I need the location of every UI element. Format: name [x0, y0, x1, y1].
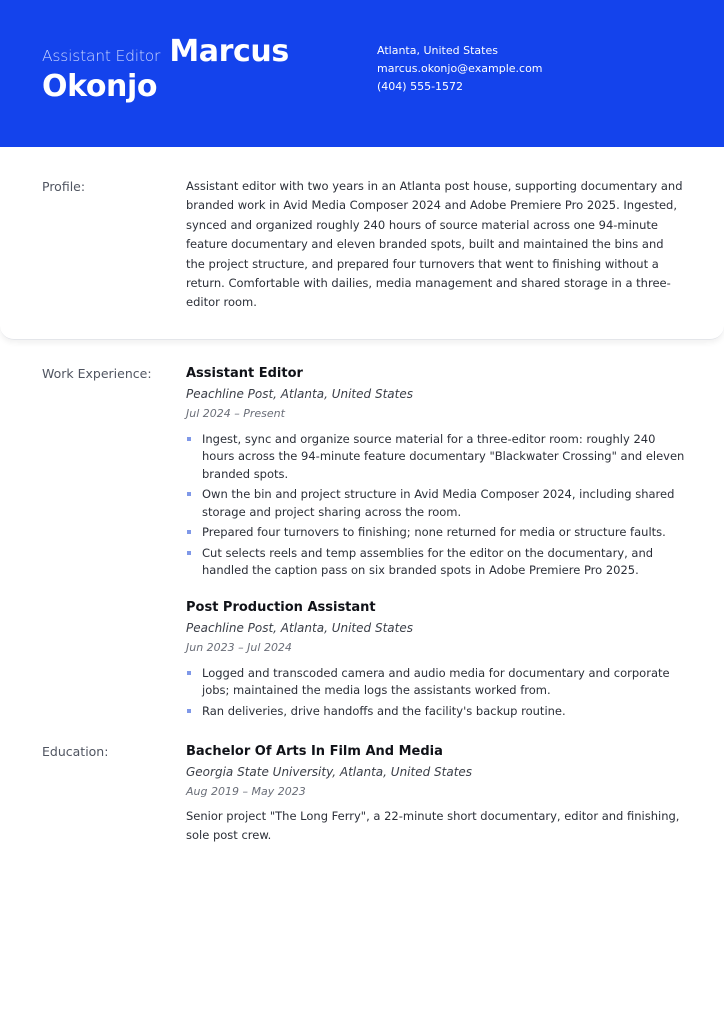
- last-name: Okonjo: [42, 69, 158, 104]
- bullet-text: Logged and transcoded camera and audio media for documentary and corporate jobs; maintained the media logs the assistants worked from.: [202, 665, 670, 698]
- job-entry: [186, 598, 686, 721]
- job-title: Assistant Editor: [186, 365, 303, 381]
- name-block: [42, 34, 342, 104]
- bullet-text: Ran deliveries, drive handoffs and the facility's backup routine.: [202, 703, 566, 718]
- education-description: Senior project "The Long Ferry", a 22-minute short documentary, editor and finishing, sole post crew.: [186, 809, 680, 843]
- bullet-icon: [187, 671, 191, 675]
- bullet-text: Cut selects reels and temp assemblies for the editor on the documentary, and handled the caption pass on six branded spots in Adobe Premiere Pro 2025.: [202, 545, 654, 578]
- job-title: Post Production Assistant: [186, 599, 376, 615]
- profile-text: Assistant editor with two years in an Atlanta post house, supporting documentary and branded work in Avid Media Composer 2024 and Adobe Premiere Pro 2025. Ingested, synced and organized roughly 240 hours of source material across one 94-minute feature documentary and eleven branded spots, built and maintained the bins and the project structure, and prepared four turnovers that went to finishing without a return. Comfortable with dailies, media management and shared storage in a three-editor room.: [186, 179, 683, 310]
- bullet-item: [186, 703, 686, 721]
- bullet-text: Ingest, sync and organize source material for a three-editor room: roughly 240 hours across the 94-minute feature documentary "Blackwater Crossing" and eleven branded spots.: [202, 431, 685, 481]
- first-name: Marcus: [169, 34, 289, 69]
- education-dates: Aug 2019 – May 2023: [186, 785, 306, 799]
- job-dates: Jul 2024 – Present: [186, 406, 285, 420]
- education-label: Education:: [42, 744, 109, 760]
- bullet-icon: [187, 551, 191, 555]
- job-entry: [186, 364, 686, 580]
- bullet-text: Prepared four turnovers to finishing; none returned for media or structure faults.: [202, 525, 666, 540]
- location: Atlanta, United States: [377, 44, 498, 57]
- bullet-item: [186, 431, 686, 484]
- resume-header: [0, 0, 724, 147]
- email[interactable]: marcus.okonjo@example.com: [377, 62, 543, 75]
- job-bullets: [186, 665, 686, 721]
- bullet-item: [186, 665, 686, 700]
- job-organization: Peachline Post, Atlanta, United States: [186, 620, 413, 635]
- bullet-icon: [187, 437, 191, 441]
- degree-title: Bachelor Of Arts In Film And Media: [186, 744, 443, 760]
- job-bullets: [186, 431, 686, 580]
- bullet-item: [186, 545, 686, 580]
- contact-info: [377, 42, 543, 96]
- phone[interactable]: (404) 555-1572: [377, 80, 464, 93]
- bullet-icon: [187, 492, 191, 496]
- bullet-text: Own the bin and project structure in Avid Media Composer 2024, including shared storage and project sharing across the room.: [202, 487, 675, 519]
- school-name: Georgia State University, Atlanta, United States: [186, 765, 473, 780]
- job-role: Assistant Editor: [42, 47, 161, 65]
- experience-label: Work Experience:: [42, 365, 152, 381]
- experience-section: [0, 364, 724, 739]
- bullet-item: [186, 486, 686, 521]
- profile-section: [0, 147, 724, 340]
- bullet-icon: [187, 530, 191, 534]
- profile-label: Profile:: [42, 179, 86, 194]
- bullet-item: [186, 524, 686, 542]
- education-section: [0, 742, 724, 845]
- job-organization: Peachline Post, Atlanta, United States: [186, 386, 413, 401]
- bullet-icon: [187, 709, 191, 713]
- job-dates: Jun 2023 – Jul 2024: [186, 640, 292, 654]
